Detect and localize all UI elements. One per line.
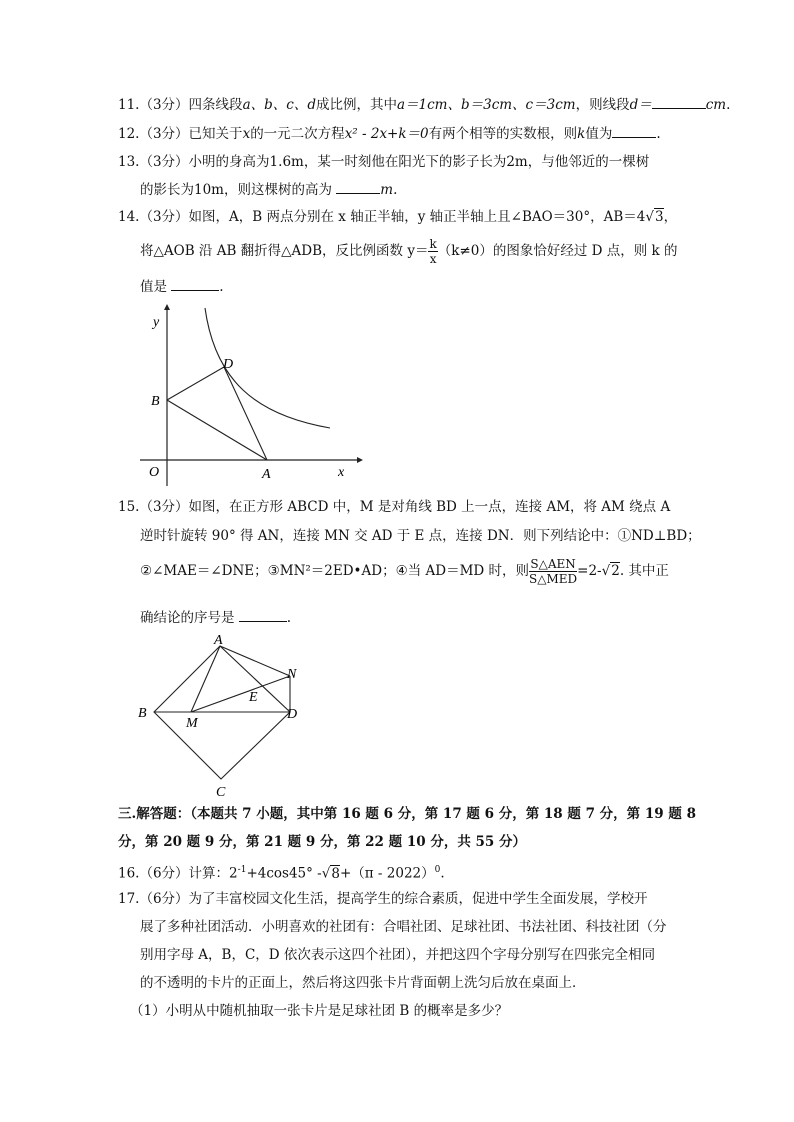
q16-exponent: -1 — [237, 865, 247, 875]
y-axis-arrow — [164, 304, 170, 310]
question-14-line2 — [140, 236, 678, 266]
q16-sqrt-value: 8 — [331, 865, 340, 882]
q11-tail: ，则线段 — [575, 97, 630, 113]
label-C: C — [216, 785, 226, 800]
q11-vars: a、b、c、d — [242, 97, 316, 113]
q15-line4a: 确结论的序号是 — [140, 610, 235, 626]
q12-tail2: 值为 — [585, 126, 613, 142]
q15-line3a: ②∠MAE＝∠DNE；③MN²＝2ED•AD；④当 AD＝MD 时，则 — [140, 563, 530, 579]
question-14-line1: 14.（3分）如图，A，B 两点分别在 x 轴正半轴，y 轴正半轴上且∠BAO＝30°，AB＝4√3， — [118, 209, 678, 225]
segment-BD — [167, 367, 224, 400]
q11-answer-blank[interactable] — [652, 96, 706, 109]
q15-line4b: . — [286, 610, 292, 626]
question-11 — [118, 96, 730, 114]
q14-answer-blank[interactable] — [171, 278, 219, 291]
q12-k: k — [577, 126, 586, 142]
q14-figure — [135, 300, 365, 495]
segment-MN — [191, 676, 290, 712]
q13-line2a: 的影长为10m，则这棵树的高为 — [140, 182, 332, 198]
question-17-line1: 17.（6分）为了丰富校园文化生活，提高学生的综合素质，促进中学生全面发展，学校开 — [118, 891, 648, 907]
q14-frac-den: x — [429, 252, 437, 266]
q16-exponent-zero: 0 — [434, 865, 441, 875]
q16-mid: +4cos45° - — [246, 865, 322, 882]
q11-prefix: 11.（3分）四条线段 — [118, 97, 243, 113]
question-15-line1: 15.（3分）如图，在正方形 ABCD 中，M 是对角线 BD 上一点，连接 AM，将 AM 绕点 A — [118, 499, 671, 515]
q15-figure — [130, 630, 320, 805]
question-17-line3: 别用字母 A，B，C，D 依次表示这四个社团），并把这四个字母分别写在四张完全相同 — [140, 947, 656, 963]
q13-line2b: m. — [380, 182, 398, 198]
question-17-line4: 的不透明的卡片的正面上，然后将这四张卡片背面朝上洗匀后放在桌面上． — [140, 975, 586, 991]
q12-tail: 有两个相等的实数根，则 — [428, 126, 578, 142]
question-14-line3 — [140, 278, 224, 296]
q16-tail: +（π - 2022） — [339, 865, 435, 882]
q12-x: x — [242, 126, 251, 142]
segment-AM — [191, 646, 220, 712]
q15-line3b: =2- — [577, 563, 602, 579]
q14-frac-num: k — [429, 237, 437, 251]
question-13-line2 — [140, 181, 397, 199]
q12-end: . — [656, 126, 661, 142]
label-x: x — [338, 465, 345, 480]
question-15-line4 — [140, 609, 291, 627]
q14-line2a: 将△AOB 沿 AB 翻折得△ADB，反比例函数 y＝ — [140, 243, 429, 259]
label-D: D — [287, 707, 298, 722]
question-17-line2: 展了多种社团活动．小明喜欢的社团有：合唱社团、足球社团、书法社团、科技社团（分 — [140, 919, 667, 935]
q14-fraction — [428, 237, 437, 266]
q13-answer-blank[interactable] — [336, 181, 380, 194]
segment-BA — [167, 400, 267, 460]
q11-mid: 成比例，其中 — [315, 97, 397, 113]
label-M: M — [186, 716, 198, 731]
label-A: A — [262, 467, 271, 482]
label-E: E — [249, 690, 258, 705]
label-B: B — [138, 706, 147, 721]
q14-line1-text: 14.（3分）如图，A，B 两点分别在 x 轴正半轴，y 轴正半轴上且∠BAO＝30°，AB＝4 — [118, 209, 646, 225]
question-15-line2: 逆时针旋转 90° 得 AN，连接 MN 交 AD 于 E 点，连接 DN．则下列结论中：①ND⊥BD； — [140, 528, 701, 544]
segment-DA — [224, 367, 267, 460]
q11-d: d＝ — [629, 97, 652, 113]
segment-AN — [220, 646, 290, 676]
q14-line2b: （k≠0）的图象恰好经过 D 点，则 k 的 — [437, 243, 678, 259]
q15-frac-num: S△AEN — [530, 557, 576, 571]
q11-end: . — [726, 97, 731, 113]
q12-answer-blank[interactable] — [612, 125, 656, 138]
label-O: O — [149, 465, 160, 480]
q12-mid: 的一元二次方程 — [250, 126, 345, 142]
q14-sqrt-value: 3 — [654, 209, 664, 225]
q15-fraction — [529, 557, 577, 586]
q12-equation: x² - 2x+k＝0 — [344, 126, 429, 142]
q15-sqrt-value: 2 — [611, 563, 620, 579]
label-D: D — [223, 357, 234, 372]
q15-answer-blank[interactable] — [239, 609, 287, 622]
label-B: B — [151, 394, 160, 409]
q16-end: . — [440, 865, 445, 882]
q15-frac-den: S△MED — [529, 572, 578, 586]
question-17-sub1: （1）小明从中随机抽取一张卡片是足球社团 B 的概率是多少？ — [130, 1003, 509, 1019]
q11-unit: cm — [705, 97, 727, 113]
q12-prefix: 12.（3分）已知关于 — [118, 126, 243, 142]
label-A: A — [214, 633, 223, 648]
q16-prefix: 16.（6分）计算：2 — [118, 865, 238, 882]
question-16: 16.（6分）计算：$2^{-1}+4\cos 45^\circ$ -√8+（π - 2022）$^0$. — [118, 865, 445, 882]
q14-line3a: 值是 — [140, 279, 167, 295]
section-3-header-line2: 分，第 20 题 9 分，第 21 题 9 分，第 22 题 10 分，共 55 分） — [118, 834, 527, 850]
question-13-line1: 13.（3分）小明的身高为1.6m，某一时刻他在阳光下的影子长为2m，与他邻近的一棵树 — [118, 154, 650, 170]
q15-line3c: . 其中正 — [619, 563, 669, 579]
x-axis-arrow — [357, 457, 363, 463]
q11-conditions: a＝1cm、b＝3cm、c＝3cm — [396, 97, 576, 113]
question-15-line3: ②∠MAE＝∠DNE；③MN²＝2ED•AD；④当 AD＝MD 时，则 $\frac{\text{S△AEN}}{\text{S△MED}}$ =2-√2. 其中正 — [140, 557, 669, 586]
q14-line3b: . — [219, 279, 224, 295]
section-3-header-line1: 三.解答题：（本题共 7 小题，其中第 16 题 6 分，第 17 题 6 分，第 18 题 7 分，第 19 题 8 — [118, 806, 696, 822]
label-y: y — [153, 315, 160, 330]
label-N: N — [287, 667, 297, 682]
question-12 — [118, 125, 661, 143]
